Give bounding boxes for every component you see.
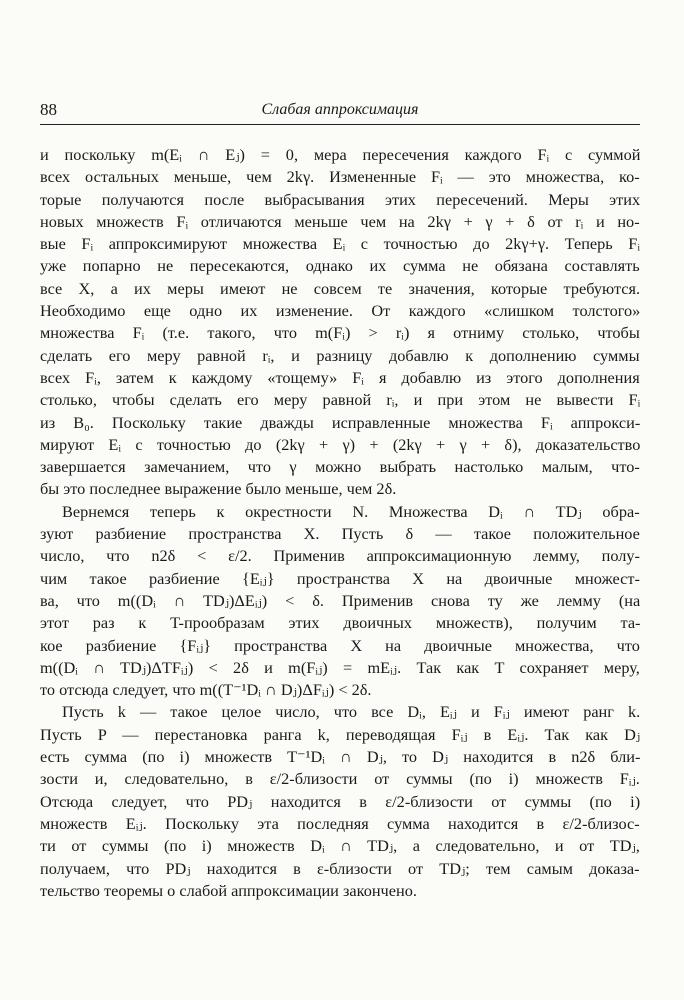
text-line: зуют разбиение пространства X. Пусть δ — такое положительное — [40, 524, 640, 544]
text-line: m((Dᵢ ∩ TDⱼ)ΔTFᵢⱼ) < 2δ и m(Fᵢⱼ) = mEᵢⱼ. Так как T сохраняет меру, — [40, 657, 640, 677]
text-line: тельство теоремы о слабой аппроксимации закончено. — [40, 880, 417, 900]
page-number: 88 — [40, 100, 57, 119]
text-line: всех остальных меньше, чем 2kγ. Измененные Fᵢ — это множества, ко- — [40, 167, 640, 187]
page-header — [40, 100, 640, 125]
text-line: уже попарно не пересекаются, однако их сумма не обязана составлять — [40, 256, 640, 276]
text-line: вые Fᵢ аппроксимируют множества Eᵢ с точностью до 2kγ+γ. Теперь Fᵢ — [40, 234, 640, 254]
text-line: кое разбиение {Fᵢⱼ} пространства X на двоичные множества, что — [40, 635, 640, 655]
text-line: из B₀. Поскольку такие дважды исправленные множества Fᵢ аппрокси- — [40, 412, 641, 432]
text-line: есть сумма (по i) множеств T⁻¹Dᵢ ∩ Dⱼ, то Dⱼ находится в n2δ бли- — [40, 747, 641, 767]
text-line: Вернемся теперь к окрестности N. Множества Dᵢ ∩ TDⱼ обра- — [62, 501, 640, 521]
body-text — [40, 144, 640, 902]
text-line: чим такое разбиение {Eᵢⱼ} пространства X на двоичные множест- — [40, 568, 640, 588]
text-line: получаем, что PDⱼ находится в ε-близости от TDⱼ; тем самым доказа- — [40, 858, 640, 878]
text-line: всех Fᵢ, затем к каждому «тощему» Fᵢ я добавлю из этого дополнения — [40, 367, 640, 387]
text-line: торые получаются после выбрасывания этих пересечений. Меры этих — [40, 189, 641, 209]
text-line: и поскольку m(Eᵢ ∩ Eⱼ) = 0, мера пересечения каждого Fᵢ с суммой — [40, 145, 641, 164]
running-title: Слабая аппроксимация — [261, 101, 419, 118]
text-line: завершается замечанием, что γ можно выбрать настолько малым, что- — [40, 457, 640, 477]
text-line: Отсюда следует, что PDⱼ находится в ε/2-близости от суммы (по i) — [40, 791, 641, 811]
text-line: Пусть k — такое целое число, что все Dᵢ, Eᵢⱼ и Fᵢⱼ имеют ранг k. — [62, 702, 641, 722]
text-line: столько, чтобы сделать его меру равной rᵢ, и при этом не вывести Fᵢ — [40, 390, 641, 410]
paragraph — [40, 144, 640, 501]
text-line: множества Fᵢ (т.е. такого, что m(Fᵢ) > rᵢ) я отниму столько, чтобы — [40, 323, 640, 343]
text-line: этот раз к T-прообразам этих двоичных множеств), получим та- — [40, 613, 641, 633]
text-line: то отсюда следует, что m((T⁻¹Dᵢ ∩ Dⱼ)ΔFᵢⱼ) < 2δ. — [40, 680, 372, 700]
text-line: все X, а их меры имеют не совсем те значения, которые требуются. — [40, 278, 641, 298]
text-line: мируют Eᵢ с точностью до (2kγ + γ) + (2kγ + γ + δ), доказательство — [40, 434, 641, 454]
text-line: Пусть P — перестановка ранга k, переводящая Fᵢⱼ в Eᵢⱼ. Так как Dⱼ — [40, 724, 641, 744]
text-line: ва, что m((Dᵢ ∩ TDⱼ)ΔEᵢⱼ) < δ. Применив снова ту же лемму (на — [40, 590, 641, 610]
text-line: зости и, следовательно, в ε/2-близости от суммы (по i) множеств Fᵢⱼ. — [40, 769, 640, 789]
text-line: ти от суммы (по i) множеств Dᵢ ∩ TDⱼ, а следовательно, и от TDⱼ, — [40, 836, 640, 856]
text-line: число, что n2δ < ε/2. Применив аппроксимационную лемму, полу- — [40, 546, 640, 566]
paragraph — [40, 501, 640, 702]
text-line: новых множеств Fᵢ отличаются меньше чем на 2kγ + γ + δ от rᵢ и но- — [40, 211, 640, 231]
paragraph — [40, 701, 640, 902]
text-line: множеств Eᵢⱼ. Поскольку эта последняя сумма находится в ε/2-близос- — [40, 813, 640, 833]
text-line: сделать его меру равной rᵢ, и разницу добавлю к дополнению суммы — [40, 345, 640, 365]
text-line: бы это последнее выражение было меньше, чем 2δ. — [40, 479, 397, 499]
text-line: Необходимо еще одно их изменение. От каждого «слишком толстого» — [40, 301, 641, 321]
